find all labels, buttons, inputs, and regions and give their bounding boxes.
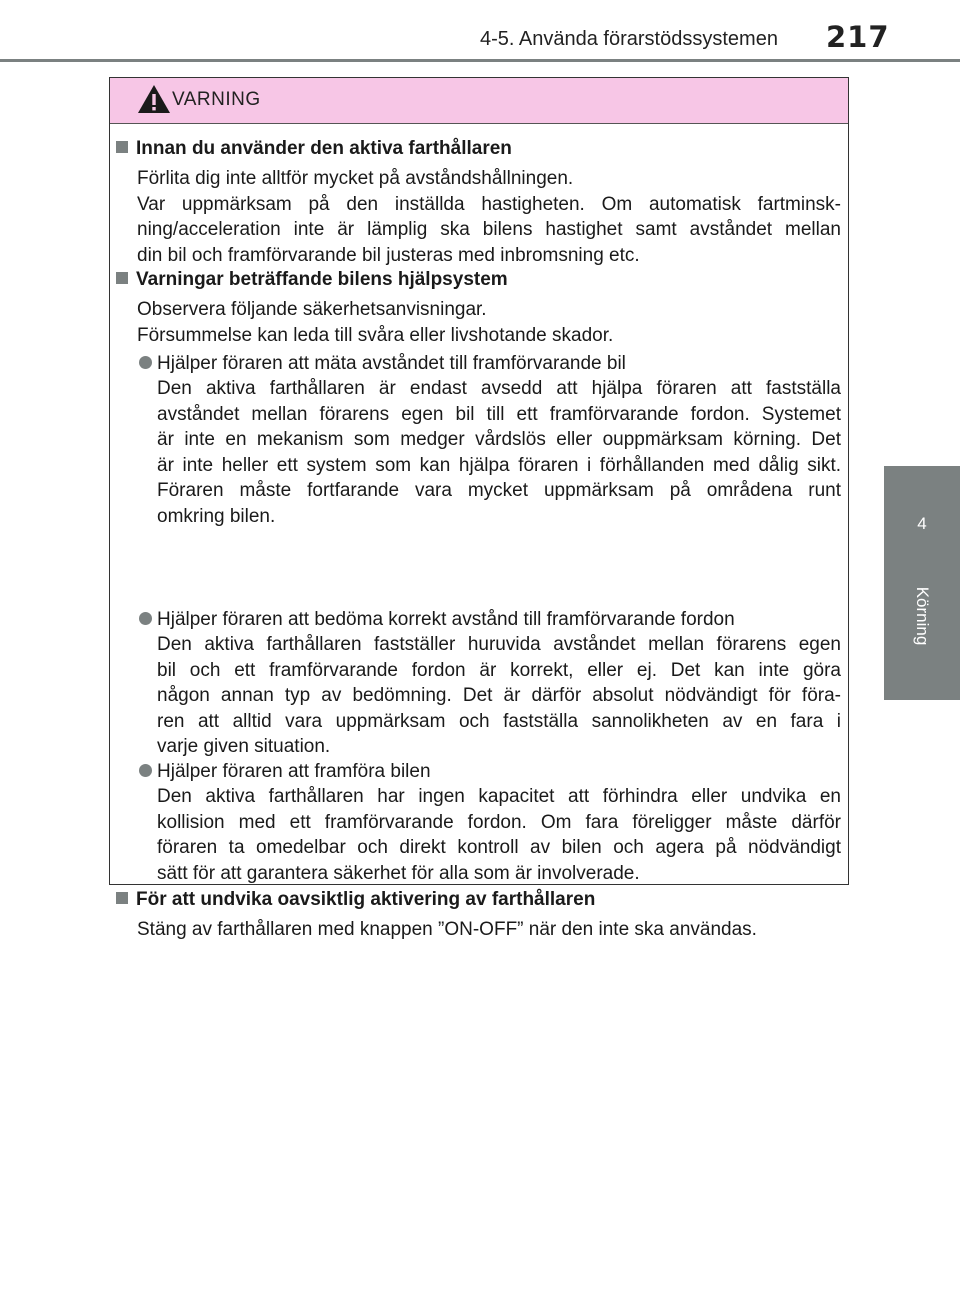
bullet-paragraph: Den aktiva farthållaren är endast avsedd att hjälpa föraren att fastställa avståndet mellan förarens egen bil till ett framförvarande fordon. Systemet är inte en mekanism som medger vårdslös eller ouppmärksam körning. Det är inte heller ett system som kan hjälpa föraren i förhållanden med dålig sikt. Föraren måste fortfarande vara mycket uppmärksam på områdena runt omkring bilen. [157,378,841,527]
section-paragraph: Förlita dig inte alltför mycket på avståndshållningen. Var uppmärksam på den inställda hastigheten. Om automatisk fartminsk- ning/acceleration inte är lämplig ska bilens hastighet samt avståndet mellan din bil och framförvarande bil justeras med inbromsning etc. [137,168,841,266]
circle-bullet-icon [139,612,152,625]
section-heading: Innan du använder den aktiva farthållaren [116,138,512,160]
chapter-tab [884,466,960,700]
square-bullet-icon [116,892,128,904]
bullet-heading: Hjälper föraren att framföra bilen [139,759,431,785]
bullet-heading: Hjälper föraren att mäta avståndet till framförvarande bil [139,351,626,377]
circle-bullet-icon [139,764,152,777]
bullet-paragraph: Den aktiva farthållaren har ingen kapacitet att förhindra eller undvika en kollision med ett framförvarande fordon. Om fara föreligger måste därför föraren ta omedelbar och direkt kontroll av bilen och agera på nödvändigt sätt för att garantera säkerhet för alla som är involverade. [157,786,841,884]
bullet-paragraph: Den aktiva farthållaren fastställer huruvida avståndet mellan förarens egen bil och ett framförvarande fordon är korrekt, eller ej. Det kan inte göra någon annan typ av bedömning. Det är därför absolut nödvändigt för föra- ren att alltid vara uppmärksam och fastställa sannolikheten av en fara i varje given situation. [157,634,841,757]
section-heading: För att undvika oavsiktlig aktivering av farthållaren [116,889,595,911]
warning-box [109,77,849,940]
page-header [0,0,960,62]
page-number: 217 [826,20,890,54]
warning-header [110,78,848,124]
warning-triangle-icon [137,84,171,114]
square-bullet-icon [116,141,128,153]
chapter-number: 4 [917,514,927,533]
chapter-label: Körning [913,586,932,646]
circle-bullet-icon [139,356,152,369]
header-rule [0,59,960,62]
section-paragraph: Observera följande säkerhetsanvisningar. Försummelse kan leda till svåra eller livshotande skador. [137,299,614,346]
section-heading: Varningar beträffande bilens hjälpsystem [116,269,508,291]
square-bullet-icon [116,272,128,284]
section-paragraph: Stäng av farthållaren med knappen ”ON-OFF” när den inte ska användas. [137,919,757,940]
warning-title: VARNING [172,89,261,110]
section-title: 4-5. Använda förarstödssystemen [480,28,778,50]
bullet-heading: Hjälper föraren att bedöma korrekt avstånd till framförvarande fordon [139,607,735,633]
